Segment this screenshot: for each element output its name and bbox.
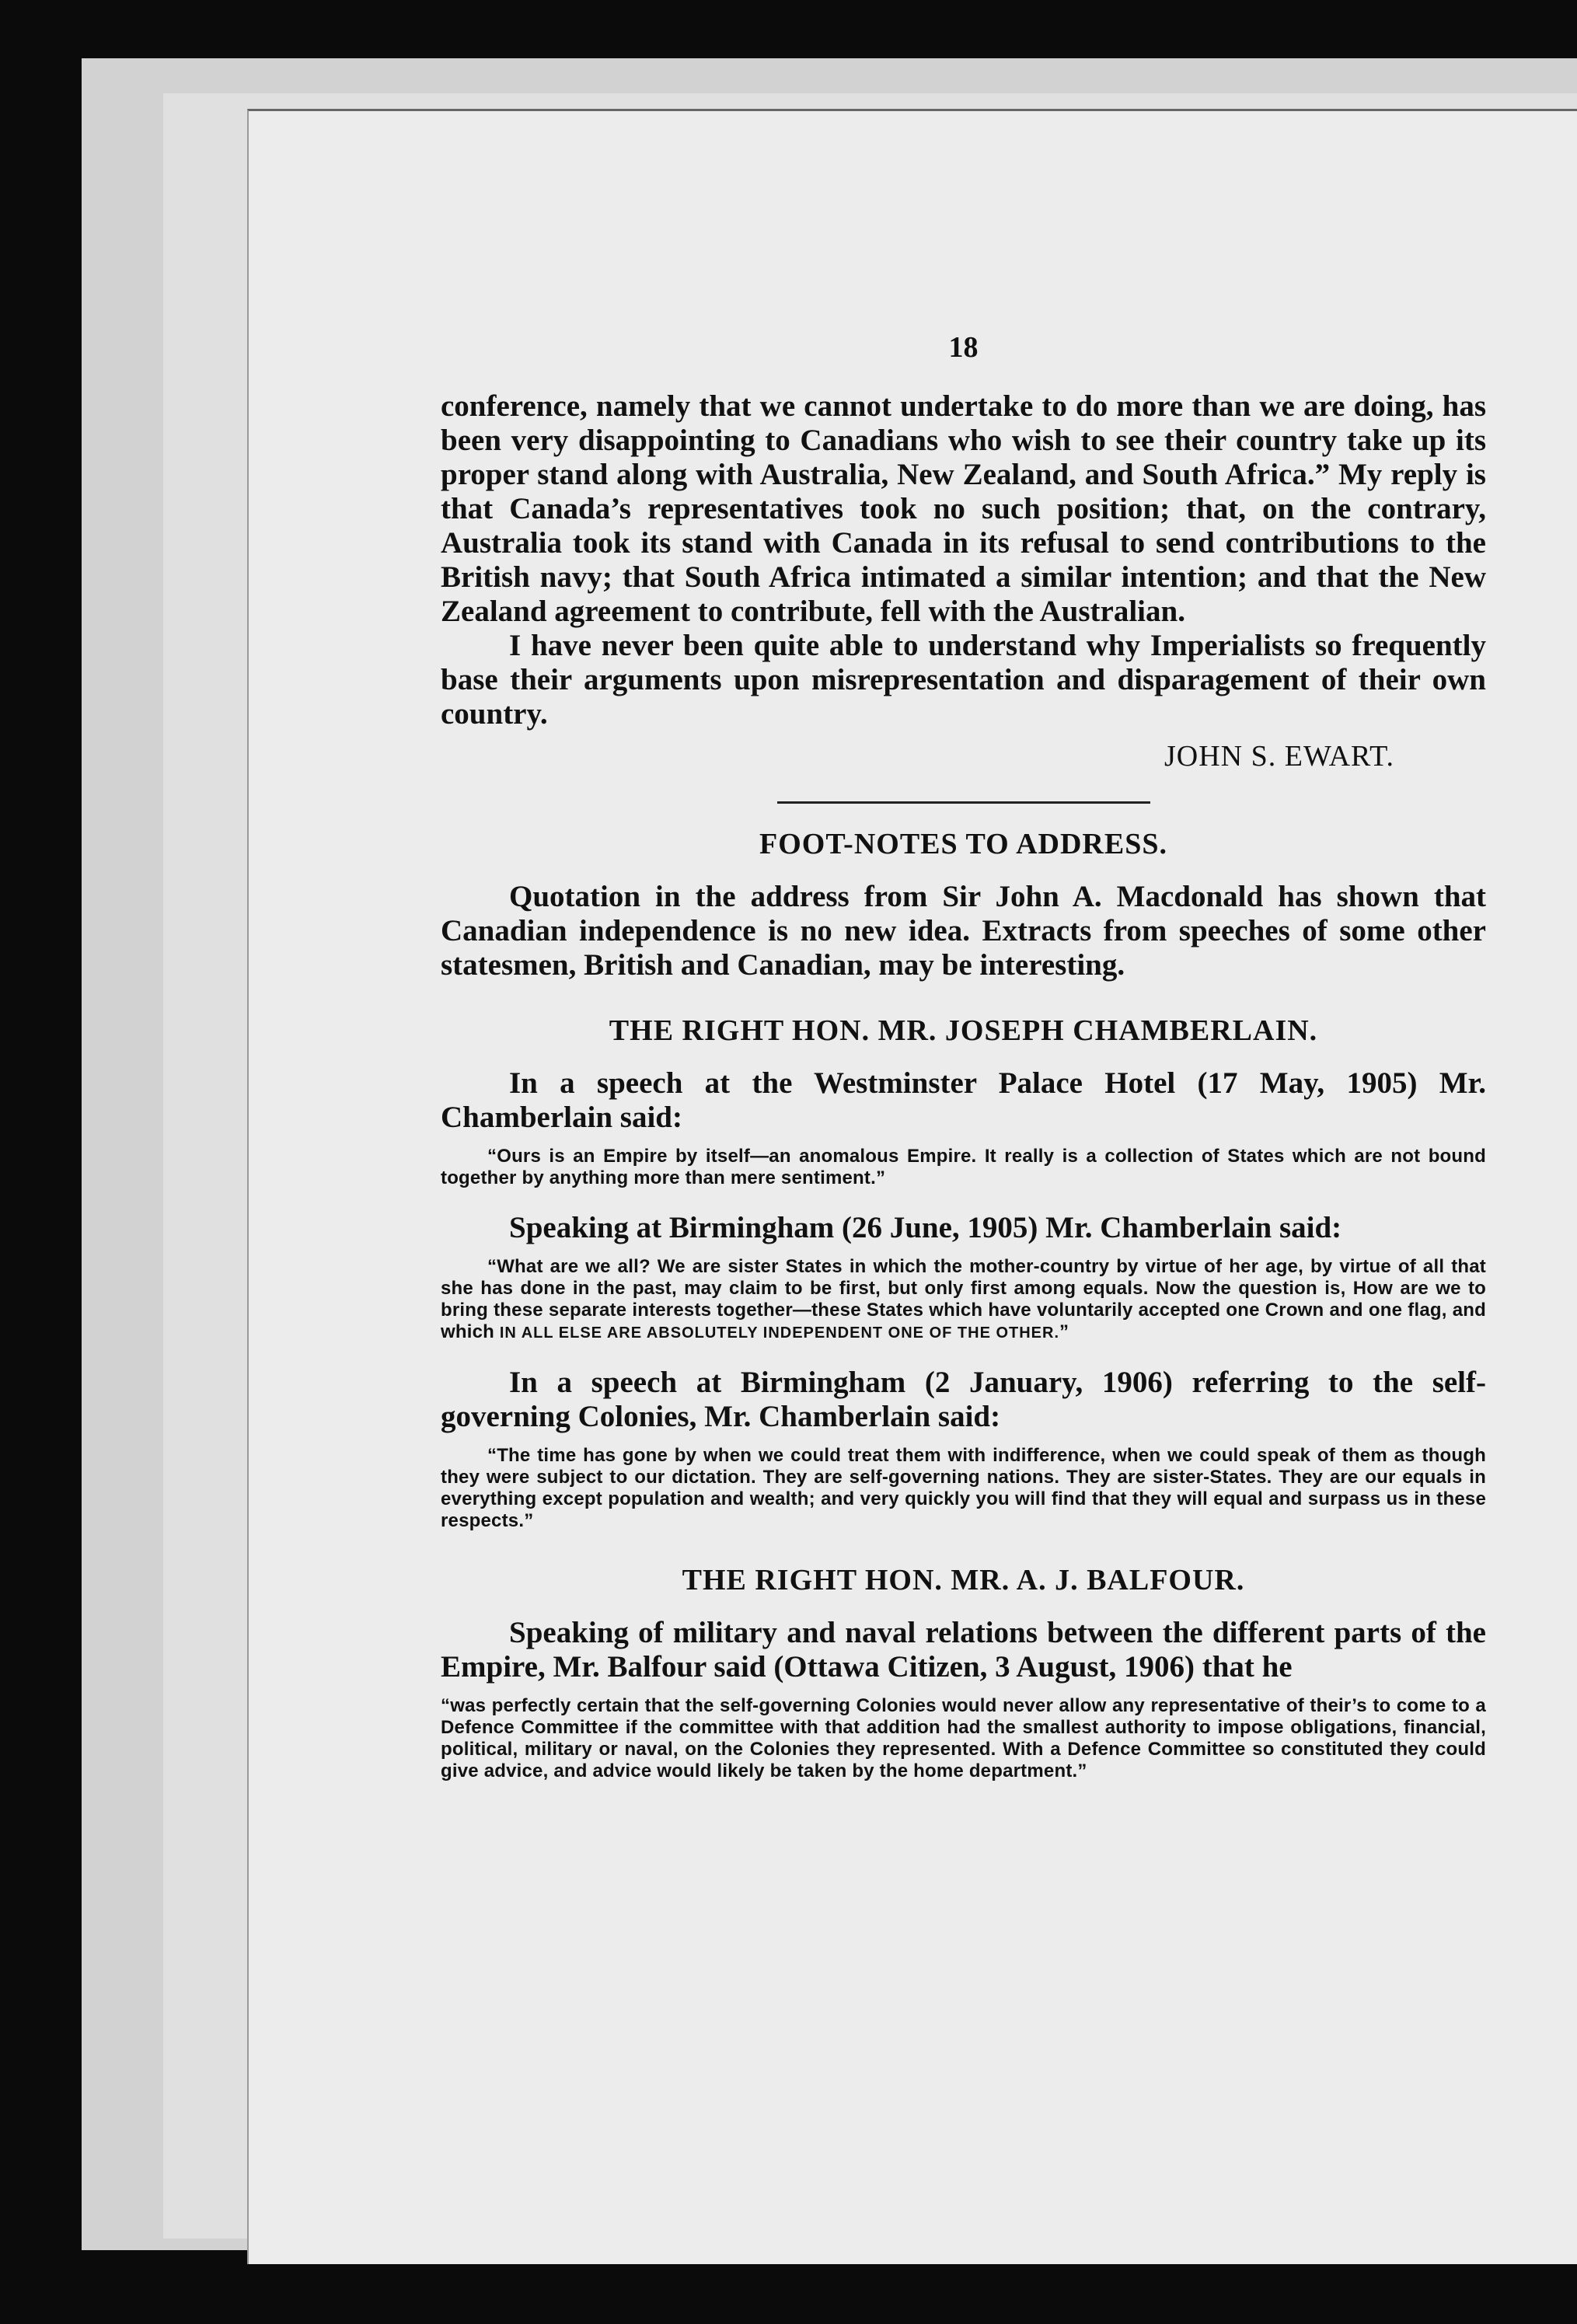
chamberlain-quote-1: “Ours is an Empire by itself—an anomalous Empire. It really is a collection of States which are not bound together by anything more than mere sentiment.” (441, 1146, 1486, 1188)
chamberlain-intro-3: In a speech at Birmingham (2 January, 1906) referring to the self-governing Colonies, Mr. Chamberlain said: (441, 1366, 1486, 1433)
chamberlain-quote-2-end: ” (1059, 1321, 1069, 1342)
chamberlain-quote-3: “The time has gone by when we could treat them with indifference, when we could speak of them as though they were subject to our dictation. They are self-governing nations. They are sister-States. They are our equals in everything except population and wealth; and very quickly you will find that they will equal and surpass us in these respects.” (441, 1445, 1486, 1531)
balfour-intro: Speaking of military and naval relations between the different parts of the Empire, Mr. Balfour said (Ottawa Citizen, 3 August, 1906) that he (441, 1616, 1486, 1684)
ewart-closing-paragraph: I have never been quite able to understand why Imperialists so frequently base their arguments upon misrepresentation and disparagement of their own country. (441, 629, 1486, 731)
chamberlain-intro-1: In a speech at the Westminster Palace Hotel (17 May, 1905) Mr. Chamberlain said: (441, 1066, 1486, 1134)
chamberlain-intro-2: Speaking at Birmingham (26 June, 1905) Mr. Chamberlain said: (509, 1211, 1342, 1244)
section-divider (777, 801, 1150, 804)
chamberlain-quote-2 (441, 1256, 1486, 1344)
chamberlain-quote-2-smallcaps: IN ALL ELSE ARE ABSOLUTELY INDEPENDENT ONE OF THE OTHER. (499, 1324, 1060, 1342)
continuation-paragraph: conference, namely that we cannot undertake to do more than we are doing, has been very disappointing to Canadians who wish to see their country take up its proper stand along with Australia, New Zealand, and South Africa.” My reply is that Canada’s representatives took no such position; that, on the contrary, Australia took its stand with Canada in its refusal to send contributions to the British navy; that South Africa intimated a similar intention; and that the New Zealand agreement to contribute, fell with the Australian. (441, 389, 1486, 628)
page-content (441, 330, 1486, 1804)
chamberlain-quote-2-main: “What are we all? We are sister States in which the mother-country by virtue of her age, by virtue of all that she has done in the past, may claim to be first, but only first among equals. Now the question is, How are we to bring these separate interests together—these States which have voluntarily accepted one Crown and one flag, and which (441, 1256, 1486, 1342)
balfour-quote: “was perfectly certain that the self-governing Colonies would never allow any representative of their’s to come to a Defence Committee if the committee with that addition had the smallest authority to impose obligations, financial, political, military or naval, on the Colonies they represented. With a Defence Committee so constituted they could give advice, and advice would likely be taken by the home department.” (441, 1695, 1486, 1781)
footnotes-intro: Quotation in the address from Sir John A. Macdonald has shown that Canadian independence is no new idea. Extracts from speeches of some other statesmen, British and Canadian, may be interesting. (441, 880, 1486, 982)
footnotes-heading: FOOT-NOTES TO ADDRESS. (759, 828, 1167, 860)
page-number: 18 (948, 331, 979, 364)
signature: JOHN S. EWART. (1164, 740, 1394, 773)
balfour-heading: THE RIGHT HON. MR. A. J. BALFOUR. (682, 1564, 1245, 1596)
chamberlain-heading: THE RIGHT HON. MR. JOSEPH CHAMBERLAIN. (609, 1014, 1318, 1047)
